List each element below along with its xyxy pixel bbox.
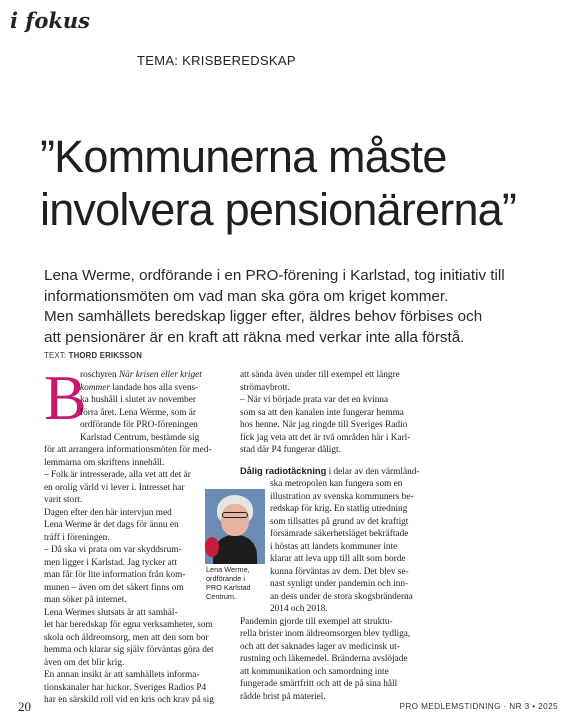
body-line: förra året. Lena Werme, som är xyxy=(80,407,197,418)
body-line: ordförande för PRO-föreningen xyxy=(80,420,198,430)
caption-line: Centrum. xyxy=(206,592,237,601)
body-line: man får för lite information från kom- xyxy=(44,570,186,580)
byline-author: THORD ERIKSSON xyxy=(68,351,143,360)
body-line: fick jag veta att det är två områden här i Karl- xyxy=(240,432,411,443)
headline-line: involvera pensionärerna” xyxy=(40,184,517,235)
body-line: rella brister inom äldreomsorgen blev tydliga, xyxy=(240,629,411,639)
photo-glasses xyxy=(222,512,248,518)
body-line: stad där P4 fungerar dåligt. xyxy=(240,445,341,455)
body-line: varit stort. xyxy=(44,495,83,505)
body-line: man söker på internet. xyxy=(44,595,127,605)
body-line: men ligger i Karlstad. Jag tycker att xyxy=(44,557,177,568)
byline xyxy=(44,351,142,360)
body-line: rustning och läkemedel. Bränderna avslöjade xyxy=(240,654,408,664)
body-line: en orolig värld vi lever i. Intresset har xyxy=(44,482,185,493)
body-line: En annan insikt är att samhällets informa- xyxy=(44,670,200,680)
theme-label: TEMA: KRISBEREDSKAP xyxy=(137,53,296,68)
photo-caption xyxy=(206,565,276,601)
body-line: nast synligt under pandemin och inn- xyxy=(270,579,409,589)
body-line: att kommunikation och samordning inte xyxy=(240,666,389,677)
body-line: Lena Werme är det dags för ännu en xyxy=(44,520,179,530)
body-line: lemmarna om skriftens innehåll. xyxy=(44,457,165,468)
body-line: an dess under de stora skogsbränderna xyxy=(270,591,413,602)
body-line: let har beredskap för egna verksamheter, som xyxy=(44,620,213,630)
body-line: munen – även om det säkert finns om xyxy=(44,582,184,593)
body-line: – Folk är intresserade, alla vet att det är xyxy=(44,470,191,480)
body-line: ka hushåll i slutet av november xyxy=(80,395,196,405)
body-line: illustration av svenska kommuners be- xyxy=(270,491,414,502)
body-line: Dagen efter den här intervjun med xyxy=(44,507,172,518)
body-line: även om det blir krig. xyxy=(44,657,125,668)
caption-line: Lena Werme, xyxy=(206,565,250,574)
body-line: har en särskild roll vid en kris och krav på sig xyxy=(44,695,214,705)
page-number: 20 xyxy=(18,699,31,714)
body-line: försämrade säkerhetsläget bekräftade xyxy=(270,529,409,539)
body-line: kommer landade hos alla svens- xyxy=(80,382,199,393)
body-line: som tillsattes på grund av det kraftigt xyxy=(270,516,409,527)
body-line: och att det saknades lager av medicinsk ut- xyxy=(240,641,400,652)
body-line: hos henne. När jag ringde till Sveriges Radio xyxy=(240,420,408,430)
photo-body xyxy=(213,535,257,564)
body-line: strömavbrott. xyxy=(240,382,290,393)
lead-line: informationsmöten om vad man ska göra om kriget kommer. xyxy=(44,287,449,305)
body-line: kunna förväntas av dem. Det blev se- xyxy=(270,566,409,577)
caption-line: PRO Karlstad xyxy=(206,583,251,592)
body-line: som sa att den kanalen inte fungerar hemma xyxy=(240,407,404,418)
body-line: klarar att leva upp till allt som borde xyxy=(270,554,406,564)
photo-flower xyxy=(205,537,219,557)
body-line: för att arrangera informationsmöten för med- xyxy=(44,445,212,455)
caption-line: ordförande i xyxy=(206,574,245,583)
body-line: i höstas att landets kommuner inte xyxy=(270,541,398,552)
dropcap: B xyxy=(44,362,87,433)
lead-line: Lena Werme, ordförande i en PRO-förening i Karlstad, tog initiativ till xyxy=(44,267,505,284)
headline-line: ”Kommunerna måste xyxy=(40,131,447,182)
publication-footer: PRO MEDLEMSTIDNING · NR 3 • 2025 xyxy=(399,702,558,711)
photo-face xyxy=(221,504,249,536)
body-line: 2014 och 2018. xyxy=(270,604,328,614)
body-line: Dålig radiotäckning i delar av den värmländ- xyxy=(240,465,420,477)
body-line: hemma och klarar sig själv förväntas göra det xyxy=(44,645,214,655)
body-line: Karlstad Centrum, bestämde sig xyxy=(80,432,200,443)
body-line: att sända även under till exempel ett längre xyxy=(240,370,400,380)
portrait-photo xyxy=(205,489,265,564)
body-line: rådde brist på materiel. xyxy=(240,691,326,702)
lead-paragraph xyxy=(44,266,544,348)
body-line: roschyren När krisen eller kriget xyxy=(80,370,202,380)
body-line xyxy=(240,457,426,465)
body-line: Lena Wermes slutsats är att samhäl- xyxy=(44,607,178,618)
body-line: redskap för krig. En statlig utredning xyxy=(270,504,408,514)
section-tag: i fokus xyxy=(10,8,90,33)
headline xyxy=(40,130,560,236)
body-line: ska metropolen kan fungera som en xyxy=(270,479,403,489)
body-line: tionskanaler har luckor. Sveriges Radios P4 xyxy=(44,682,207,693)
body-column-1 xyxy=(44,369,230,707)
body-line: fungerade smärtfritt och att de på sina håll xyxy=(240,679,398,689)
body-line: Pandemin gjorde till exempel att struktu- xyxy=(240,616,393,627)
byline-label: TEXT: xyxy=(44,351,67,360)
lead-line: Men samhällets beredskap ligger efter, äldres behov förbises och xyxy=(44,308,483,325)
body-line: träff i föreningen. xyxy=(44,532,110,543)
body-column-2 xyxy=(240,369,426,703)
body-line: – Då ska vi prata om var skyddsrum- xyxy=(44,545,182,555)
body-line: skola och äldreomsorg, men att den som bor xyxy=(44,632,209,643)
lead-line: att pensionärer är en kraft att räkna med verkar inte alla förstå. xyxy=(44,328,465,346)
body-line: – När vi började prata var det en kvinna xyxy=(240,395,389,405)
